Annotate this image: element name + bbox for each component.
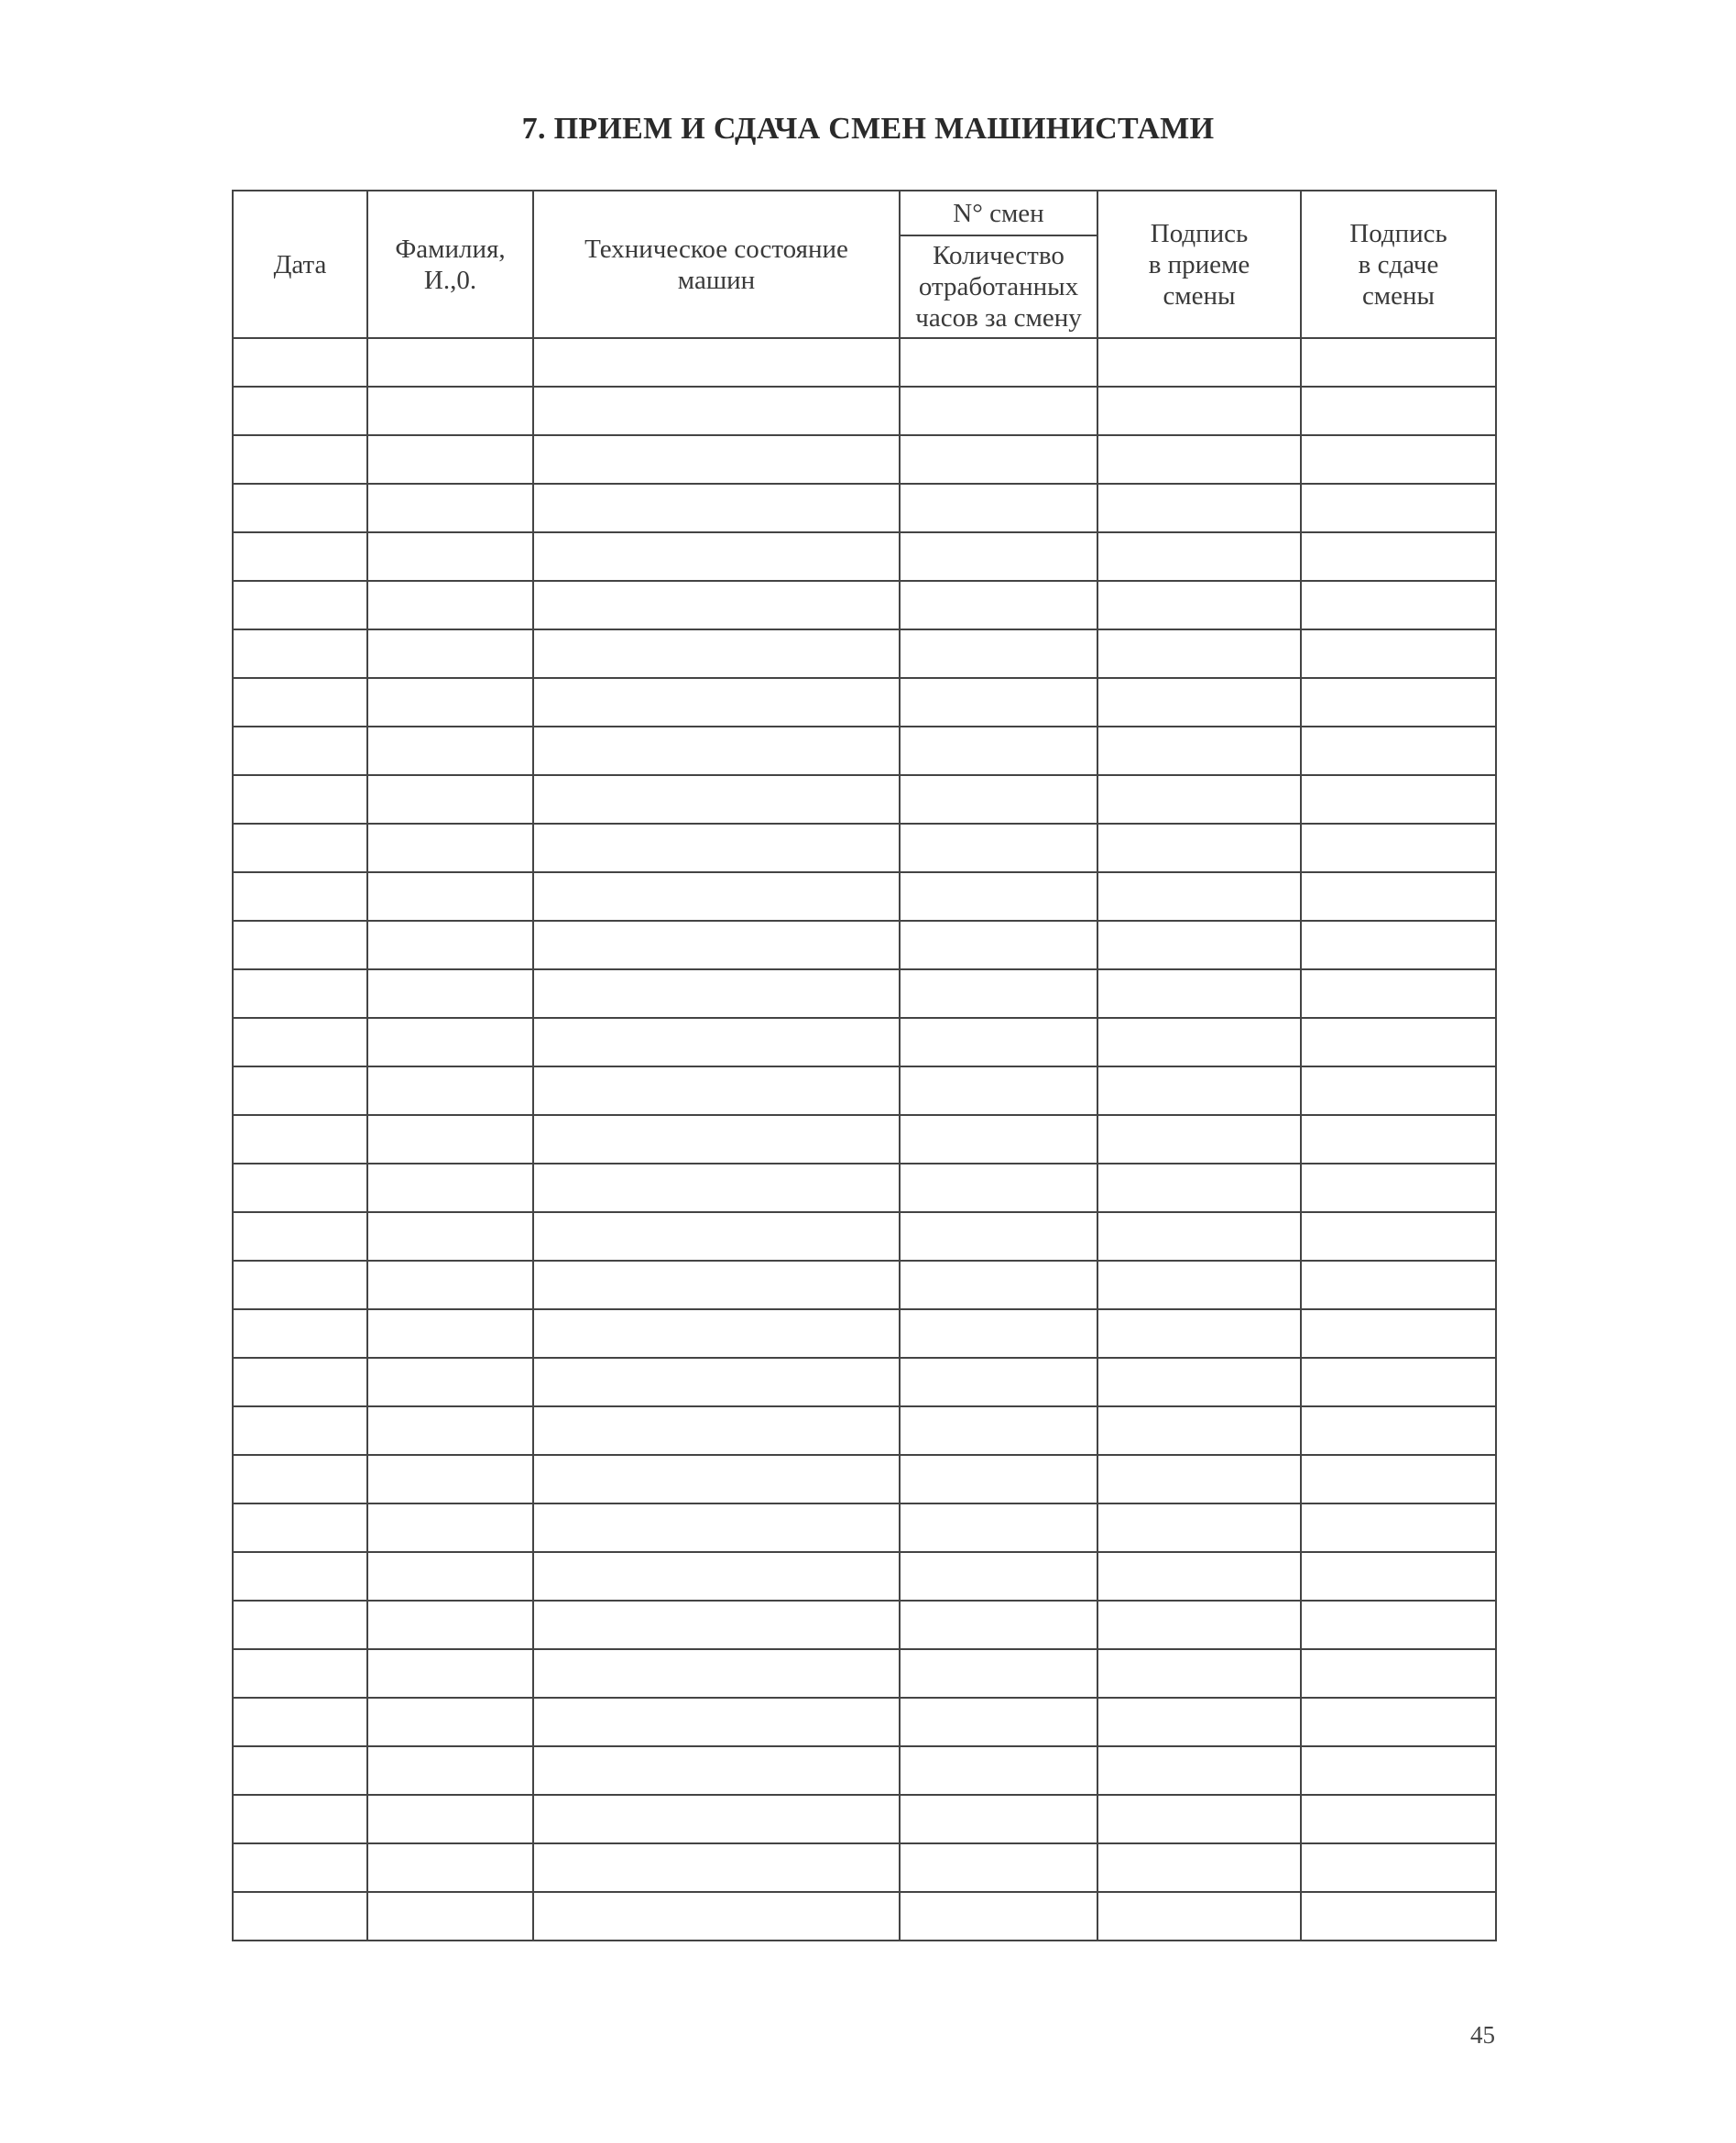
header-hours-line3: часов за смену [915, 303, 1082, 333]
cell-sign-accept[interactable] [1097, 532, 1301, 581]
cell-sign-handover[interactable] [1301, 1261, 1496, 1309]
table-row [233, 1892, 1496, 1941]
cell-date[interactable] [233, 1164, 367, 1212]
cell-sign-handover[interactable] [1301, 727, 1496, 775]
header-tech-line2: машин [677, 265, 756, 295]
cell-date[interactable] [233, 484, 367, 532]
table-row [233, 435, 1496, 484]
cell-date[interactable] [233, 678, 367, 727]
cell-sign-handover[interactable] [1301, 1164, 1496, 1212]
cell-date[interactable] [233, 1503, 367, 1552]
cell-hours[interactable] [900, 1795, 1097, 1843]
cell-sign-accept[interactable] [1097, 1892, 1301, 1941]
cell-hours[interactable] [900, 1698, 1097, 1746]
cell-date[interactable] [233, 872, 367, 921]
table-row [233, 969, 1496, 1018]
cell-name[interactable] [367, 1115, 533, 1164]
cell-tech-state[interactable] [533, 727, 900, 775]
cell-date[interactable] [233, 921, 367, 969]
cell-name[interactable] [367, 1358, 533, 1406]
table-row [233, 629, 1496, 678]
cell-name[interactable] [367, 1795, 533, 1843]
cell-sign-accept[interactable] [1097, 387, 1301, 435]
cell-sign-accept[interactable] [1097, 1503, 1301, 1552]
cell-sign-handover[interactable] [1301, 387, 1496, 435]
cell-hours[interactable] [900, 629, 1097, 678]
cell-tech-state[interactable] [533, 1018, 900, 1066]
cell-sign-accept[interactable] [1097, 338, 1301, 387]
header-sign-accept-line2: в приеме [1148, 249, 1250, 279]
cell-hours[interactable] [900, 872, 1097, 921]
table-row [233, 824, 1496, 872]
cell-date[interactable] [233, 581, 367, 629]
header-date-label: Дата [273, 249, 327, 279]
cell-name[interactable] [367, 921, 533, 969]
cell-date[interactable] [233, 1212, 367, 1261]
table-row [233, 532, 1496, 581]
cell-hours[interactable] [900, 921, 1097, 969]
cell-sign-handover[interactable] [1301, 338, 1496, 387]
cell-date[interactable] [233, 1018, 367, 1066]
page-title: 7. ПРИЕМ И СДАЧА СМЕН МАШИНИСТАМИ [521, 112, 1215, 146]
cell-name[interactable] [367, 387, 533, 435]
cell-tech-state[interactable] [533, 1552, 900, 1601]
cell-date[interactable] [233, 969, 367, 1018]
cell-tech-state[interactable] [533, 387, 900, 435]
table-row [233, 678, 1496, 727]
cell-hours[interactable] [900, 1358, 1097, 1406]
cell-hours[interactable] [900, 1309, 1097, 1358]
cell-sign-accept[interactable] [1097, 1843, 1301, 1892]
table-row [233, 1261, 1496, 1309]
cell-sign-handover[interactable] [1301, 824, 1496, 872]
cell-sign-accept[interactable] [1097, 1552, 1301, 1601]
cell-date[interactable] [233, 727, 367, 775]
cell-name[interactable] [367, 1261, 533, 1309]
cell-tech-state[interactable] [533, 1503, 900, 1552]
header-sign-handover-line1: Подпись [1349, 218, 1447, 248]
cell-name[interactable] [367, 1066, 533, 1115]
table-row [233, 727, 1496, 775]
cell-sign-handover[interactable] [1301, 1746, 1496, 1795]
cell-hours[interactable] [900, 1455, 1097, 1503]
cell-hours[interactable] [900, 969, 1097, 1018]
cell-name[interactable] [367, 629, 533, 678]
table-row [233, 1358, 1496, 1406]
cell-name[interactable] [367, 1406, 533, 1455]
cell-hours[interactable] [900, 532, 1097, 581]
cell-name[interactable] [367, 1649, 533, 1698]
table-row [233, 1503, 1496, 1552]
cell-name[interactable] [367, 1455, 533, 1503]
table-row [233, 1552, 1496, 1601]
table-row [233, 387, 1496, 435]
cell-hours[interactable] [900, 1406, 1097, 1455]
header-tech-line1: Техническое состояние [584, 234, 848, 264]
cell-tech-state[interactable] [533, 1261, 900, 1309]
header-hours-line1: Количество [933, 241, 1065, 270]
cell-sign-accept[interactable] [1097, 581, 1301, 629]
cell-tech-state[interactable] [533, 1164, 900, 1212]
table-row [233, 484, 1496, 532]
table-row [233, 1698, 1496, 1746]
cell-name[interactable] [367, 1601, 533, 1649]
table-row [233, 775, 1496, 824]
cell-sign-accept[interactable] [1097, 775, 1301, 824]
cell-sign-handover[interactable] [1301, 1601, 1496, 1649]
cell-date[interactable] [233, 1066, 367, 1115]
header-name [367, 191, 533, 338]
cell-hours[interactable] [900, 824, 1097, 872]
cell-date[interactable] [233, 824, 367, 872]
cell-tech-state[interactable] [533, 1843, 900, 1892]
cell-sign-accept[interactable] [1097, 1115, 1301, 1164]
cell-tech-state[interactable] [533, 629, 900, 678]
cell-sign-handover[interactable] [1301, 1892, 1496, 1941]
cell-date[interactable] [233, 1115, 367, 1164]
cell-tech-state[interactable] [533, 1795, 900, 1843]
cell-sign-accept[interactable] [1097, 629, 1301, 678]
table-row [233, 1212, 1496, 1261]
cell-sign-handover[interactable] [1301, 1698, 1496, 1746]
header-sign-accept-line3: смены [1163, 280, 1236, 311]
cell-date[interactable] [233, 532, 367, 581]
table-row [233, 581, 1496, 629]
cell-tech-state[interactable] [533, 1115, 900, 1164]
cell-hours[interactable] [900, 1843, 1097, 1892]
header-sign-accept [1097, 191, 1301, 338]
cell-sign-accept[interactable] [1097, 1698, 1301, 1746]
header-hours-worked [900, 235, 1097, 338]
cell-sign-accept[interactable] [1097, 1649, 1301, 1698]
table-row [233, 1115, 1496, 1164]
cell-sign-handover[interactable] [1301, 775, 1496, 824]
table-row [233, 1746, 1496, 1795]
cell-sign-accept[interactable] [1097, 727, 1301, 775]
cell-name[interactable] [367, 581, 533, 629]
cell-name[interactable] [367, 872, 533, 921]
cell-sign-accept[interactable] [1097, 1018, 1301, 1066]
cell-sign-handover[interactable] [1301, 921, 1496, 969]
cell-tech-state[interactable] [533, 921, 900, 969]
cell-hours[interactable] [900, 1018, 1097, 1066]
cell-sign-accept[interactable] [1097, 1795, 1301, 1843]
cell-name[interactable] [367, 1164, 533, 1212]
cell-sign-accept[interactable] [1097, 484, 1301, 532]
cell-hours[interactable] [900, 1601, 1097, 1649]
cell-sign-accept[interactable] [1097, 1455, 1301, 1503]
cell-sign-handover[interactable] [1301, 1552, 1496, 1601]
cell-sign-accept[interactable] [1097, 1309, 1301, 1358]
table-row [233, 1309, 1496, 1358]
cell-sign-handover[interactable] [1301, 1115, 1496, 1164]
cell-hours[interactable] [900, 484, 1097, 532]
cell-name[interactable] [367, 1503, 533, 1552]
cell-sign-handover[interactable] [1301, 1066, 1496, 1115]
table-row [233, 1066, 1496, 1115]
cell-date[interactable] [233, 629, 367, 678]
cell-hours[interactable] [900, 727, 1097, 775]
cell-tech-state[interactable] [533, 1212, 900, 1261]
cell-tech-state[interactable] [533, 532, 900, 581]
table-row [233, 921, 1496, 969]
cell-sign-accept[interactable] [1097, 921, 1301, 969]
cell-tech-state[interactable] [533, 1455, 900, 1503]
table-row [233, 338, 1496, 387]
cell-sign-handover[interactable] [1301, 1358, 1496, 1406]
shift-log-table [232, 190, 1497, 1941]
cell-name[interactable] [367, 1309, 533, 1358]
table-body [233, 338, 1496, 1941]
cell-date[interactable] [233, 1649, 367, 1698]
cell-date[interactable] [233, 1601, 367, 1649]
header-sign-handover-line2: в сдаче [1358, 249, 1439, 279]
cell-name[interactable] [367, 1892, 533, 1941]
cell-sign-handover[interactable] [1301, 1309, 1496, 1358]
cell-tech-state[interactable] [533, 1358, 900, 1406]
header-sign-accept-line1: Подпись [1150, 218, 1249, 248]
cell-tech-state[interactable] [533, 1746, 900, 1795]
header-tech-state [533, 191, 900, 338]
cell-name[interactable] [367, 1843, 533, 1892]
cell-name[interactable] [367, 969, 533, 1018]
cell-sign-handover[interactable] [1301, 484, 1496, 532]
cell-hours[interactable] [900, 387, 1097, 435]
cell-sign-handover[interactable] [1301, 1503, 1496, 1552]
cell-date[interactable] [233, 1406, 367, 1455]
cell-sign-handover[interactable] [1301, 1843, 1496, 1892]
cell-date[interactable] [233, 1698, 367, 1746]
cell-hours[interactable] [900, 1892, 1097, 1941]
header-shift-number [900, 191, 1097, 235]
cell-hours[interactable] [900, 1261, 1097, 1309]
cell-sign-accept[interactable] [1097, 435, 1301, 484]
header-shift-number-label: N° смен [953, 198, 1044, 228]
cell-name[interactable] [367, 435, 533, 484]
cell-date[interactable] [233, 1843, 367, 1892]
cell-sign-handover[interactable] [1301, 629, 1496, 678]
cell-name[interactable] [367, 484, 533, 532]
table-row [233, 1018, 1496, 1066]
cell-sign-accept[interactable] [1097, 1746, 1301, 1795]
cell-name[interactable] [367, 727, 533, 775]
cell-name[interactable] [367, 532, 533, 581]
cell-hours[interactable] [900, 581, 1097, 629]
cell-date[interactable] [233, 1358, 367, 1406]
cell-tech-state[interactable] [533, 678, 900, 727]
cell-sign-handover[interactable] [1301, 435, 1496, 484]
cell-hours[interactable] [900, 775, 1097, 824]
table-row [233, 1649, 1496, 1698]
cell-sign-handover[interactable] [1301, 1018, 1496, 1066]
cell-date[interactable] [233, 1261, 367, 1309]
cell-tech-state[interactable] [533, 775, 900, 824]
cell-sign-handover[interactable] [1301, 1212, 1496, 1261]
cell-name[interactable] [367, 1552, 533, 1601]
cell-sign-handover[interactable] [1301, 969, 1496, 1018]
table-row [233, 1843, 1496, 1892]
header-sign-handover [1301, 191, 1496, 338]
cell-sign-accept[interactable] [1097, 1212, 1301, 1261]
cell-hours[interactable] [900, 1552, 1097, 1601]
cell-hours[interactable] [900, 1066, 1097, 1115]
cell-date[interactable] [233, 338, 367, 387]
cell-tech-state[interactable] [533, 1406, 900, 1455]
cell-tech-state[interactable] [533, 1309, 900, 1358]
cell-hours[interactable] [900, 435, 1097, 484]
table-row [233, 1795, 1496, 1843]
cell-sign-handover[interactable] [1301, 1455, 1496, 1503]
header-hours-line2: отработанных [918, 272, 1079, 301]
cell-sign-accept[interactable] [1097, 1066, 1301, 1115]
cell-tech-state[interactable] [533, 824, 900, 872]
cell-date[interactable] [233, 1309, 367, 1358]
cell-hours[interactable] [900, 1164, 1097, 1212]
cell-sign-handover[interactable] [1301, 678, 1496, 727]
cell-sign-accept[interactable] [1097, 678, 1301, 727]
cell-tech-state[interactable] [533, 1601, 900, 1649]
cell-sign-handover[interactable] [1301, 1406, 1496, 1455]
cell-tech-state[interactable] [533, 872, 900, 921]
cell-sign-accept[interactable] [1097, 1261, 1301, 1309]
cell-tech-state[interactable] [533, 1649, 900, 1698]
cell-name[interactable] [367, 824, 533, 872]
cell-date[interactable] [233, 1455, 367, 1503]
cell-sign-accept[interactable] [1097, 969, 1301, 1018]
cell-hours[interactable] [900, 1649, 1097, 1698]
cell-date[interactable] [233, 1795, 367, 1843]
cell-sign-accept[interactable] [1097, 1601, 1301, 1649]
cell-tech-state[interactable] [533, 1066, 900, 1115]
cell-name[interactable] [367, 1018, 533, 1066]
cell-tech-state[interactable] [533, 435, 900, 484]
header-sign-handover-line3: смены [1361, 280, 1436, 311]
cell-tech-state[interactable] [533, 1698, 900, 1746]
cell-date[interactable] [233, 1552, 367, 1601]
cell-tech-state[interactable] [533, 484, 900, 532]
table-row [233, 1601, 1496, 1649]
cell-tech-state[interactable] [533, 969, 900, 1018]
cell-hours[interactable] [900, 1115, 1097, 1164]
table-row [233, 1164, 1496, 1212]
cell-sign-handover[interactable] [1301, 581, 1496, 629]
cell-hours[interactable] [900, 678, 1097, 727]
cell-tech-state[interactable] [533, 581, 900, 629]
table-row [233, 1406, 1496, 1455]
cell-sign-accept[interactable] [1097, 872, 1301, 921]
cell-date[interactable] [233, 435, 367, 484]
cell-hours[interactable] [900, 1746, 1097, 1795]
cell-date[interactable] [233, 775, 367, 824]
cell-sign-handover[interactable] [1301, 872, 1496, 921]
cell-hours[interactable] [900, 1503, 1097, 1552]
cell-date[interactable] [233, 1892, 367, 1941]
page-number: 45 [1470, 2021, 1495, 2049]
header-name-line1: Фамилия, [395, 234, 506, 264]
cell-sign-handover[interactable] [1301, 1795, 1496, 1843]
cell-hours[interactable] [900, 1212, 1097, 1261]
cell-sign-accept[interactable] [1097, 1406, 1301, 1455]
cell-name[interactable] [367, 1698, 533, 1746]
table-row [233, 872, 1496, 921]
cell-name[interactable] [367, 338, 533, 387]
cell-name[interactable] [367, 1746, 533, 1795]
table-row [233, 1455, 1496, 1503]
cell-name[interactable] [367, 678, 533, 727]
cell-name[interactable] [367, 775, 533, 824]
cell-tech-state[interactable] [533, 338, 900, 387]
cell-name[interactable] [367, 1212, 533, 1261]
header-name-line2: И.,0. [423, 265, 477, 295]
cell-sign-handover[interactable] [1301, 532, 1496, 581]
cell-date[interactable] [233, 1746, 367, 1795]
cell-sign-accept[interactable] [1097, 824, 1301, 872]
cell-hours[interactable] [900, 338, 1097, 387]
cell-sign-accept[interactable] [1097, 1358, 1301, 1406]
cell-sign-accept[interactable] [1097, 1164, 1301, 1212]
cell-date[interactable] [233, 387, 367, 435]
cell-tech-state[interactable] [533, 1892, 900, 1941]
header-date [233, 191, 367, 338]
cell-sign-handover[interactable] [1301, 1649, 1496, 1698]
